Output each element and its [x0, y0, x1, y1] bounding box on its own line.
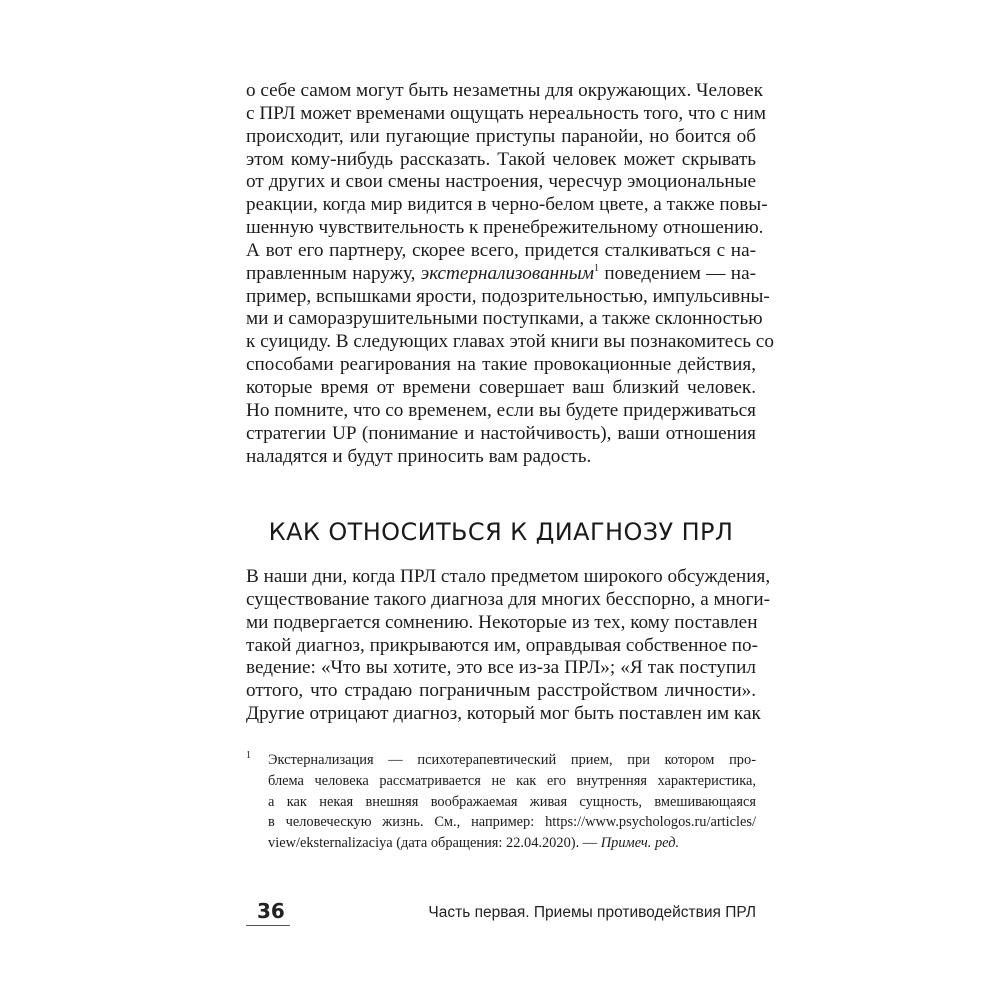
text-line: этом кому-нибудь рассказать. Такой человек может скрывать: [246, 148, 756, 170]
text-line: реакции, когда мир видится в черно-белом цвете, а также повы-: [246, 194, 768, 216]
text-line: происходит, или пугающие приступы паранойи, но боится об: [246, 125, 756, 147]
footnote-line: а как некая внешняя воображаемая живая сущность, вмешивающаяся: [268, 793, 756, 810]
running-title: Часть первая. Приемы противодействия ПРЛ: [428, 904, 756, 921]
body-paragraph-2: [246, 566, 771, 726]
text-line: существование такого диагноза для многих бесспорно, а многи-: [246, 588, 771, 610]
text-line: ведение: «Что вы хотите, это все из-за ПРЛ»; «Я так поступил: [246, 657, 756, 679]
text-line: о себе самом могут быть незаметны для окружающих. Человек: [246, 80, 763, 101]
footnote-line: Экстернализация — психотерапевтический прием, при котором про-: [268, 752, 756, 768]
text-line: шенную чувствительность к пренебрежительному отношению.: [246, 217, 764, 239]
footnote-marker: 1: [246, 750, 251, 761]
text-line: оттого, что страдаю пограничным расстройством личности».: [246, 680, 756, 702]
text-line: Но помните, что со временем, если вы будете придерживаться: [246, 399, 756, 421]
text-line: ми подвергается сомнению. Некоторые из тех, кому поставлен: [246, 611, 758, 633]
footnote-body: [268, 750, 756, 854]
text-fragment: правленным наружу,: [246, 262, 416, 284]
body-paragraph-1: [246, 80, 774, 468]
footnote-reference[interactable]: 1: [593, 262, 599, 274]
text-line: ми и саморазрушительными поступками, а также склонностью: [246, 308, 763, 330]
italic-term: экстернализованным: [420, 262, 594, 284]
editor-note: Примеч. ред.: [600, 835, 680, 852]
text-fragment: поведением — на-: [604, 262, 756, 284]
text-line: пример, вспышками ярости, подозрительностью, импульсивны-: [246, 285, 770, 307]
text-line: к суициду. В следующих главах этой книги вы познакомитесь со: [246, 331, 774, 353]
footnote-line: в человеческую жизнь. См., например: https://www.psychologos.ru/articles/: [268, 814, 756, 831]
page-number: 36: [257, 899, 285, 923]
text-line: способами реагирования на такие провокационные действия,: [246, 354, 756, 376]
footnote-line: блема человека рассматривается не как его внутренняя характеристика,: [268, 772, 756, 789]
text-line: стратегии UP (понимание и настойчивость), ваши отношения: [246, 422, 756, 444]
footnote: [246, 750, 756, 854]
text-line-with-footnote-ref: [246, 263, 756, 286]
text-line: В наши дни, когда ПРЛ стало предметом широкого обсуждения,: [246, 566, 771, 587]
text-line: такой диагноз, прикрываются им, оправдывая собственное по-: [246, 634, 759, 656]
section-heading: КАК ОТНОСИТЬСЯ К ДИАГНОЗУ ПРЛ: [268, 518, 734, 546]
text-line: А вот его партнеру, скорее всего, придется сталкиваться с на-: [246, 239, 756, 261]
text-line: от других и свои смены настроения, чересчур эмоциональные: [246, 171, 756, 193]
text-line: которые время от времени совершает ваш близкий человек.: [246, 376, 756, 398]
footnote-line: [268, 833, 756, 854]
footnote-text: view/eksternalizaciya (дата обращения: 22.04.2020). —: [268, 835, 598, 852]
text-line: с ПРЛ может временами ощущать нереальность того, что с ним: [246, 102, 767, 124]
text-line: наладятся и будут приносить вам радость.: [246, 445, 592, 467]
text-line: Другие отрицают диагноз, который мог быть поставлен им как: [246, 703, 761, 725]
page-number-underline: [246, 925, 290, 926]
